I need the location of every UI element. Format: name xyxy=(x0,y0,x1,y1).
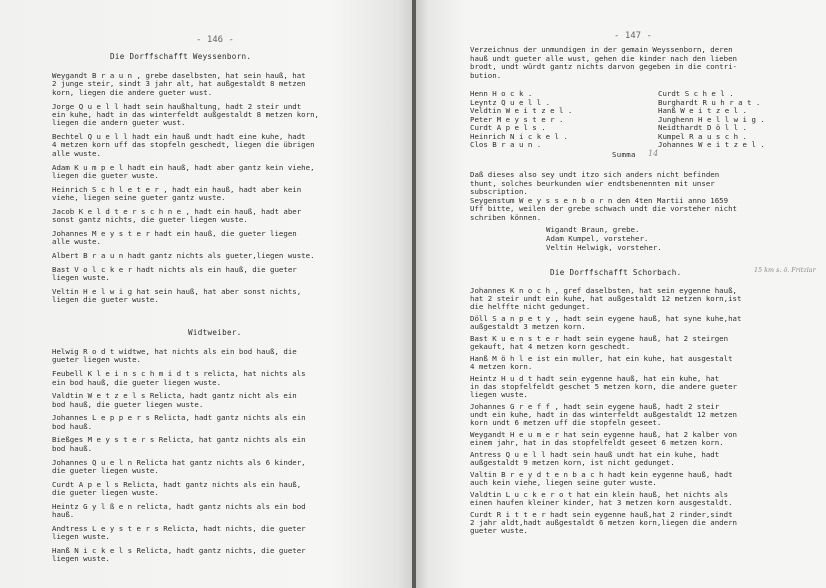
entry-line: Albert B r a u n hadt gantz nichts als gueter,liegen wuste. xyxy=(52,250,315,260)
entry-line: Jacob K e l d t e r s c h n e , hadt ein hauß, hadt aber xyxy=(52,206,302,216)
schorbach-section-title: Die Dorffschafft Schorbach. xyxy=(550,268,682,277)
entry-line: hat 2 steir undt ein kuhe, hat außgestaldt 12 metzen korn,ist xyxy=(470,294,742,304)
entry-line: liegen die gueter wuste. xyxy=(52,295,159,305)
entry-line: Helwig R o d t widtwe, hat nichts als ein bod hauß, die xyxy=(52,347,297,356)
name-entry: Heinrich N i c k e l . xyxy=(470,131,568,141)
name-entry: Henn H o c k . xyxy=(470,89,533,98)
entry-line: Curdt R i t t e r hadt sein eygenne hauß,hat 2 rinder,sindt xyxy=(470,509,733,519)
entry-line: die gueter liegen wuste. xyxy=(52,488,159,497)
entry-line: außgestaldt 9 metzen korn, ist nicht gedunget. xyxy=(470,458,675,468)
entry-line: Bießges M e y s t e r s Relicta, hat gantz nichts als ein xyxy=(52,435,306,445)
entry-line: Bast V o l c k e r hadt nichts als ein hauß, die gueter xyxy=(52,264,297,274)
entry-line: Curdt A p e l s Relicta, hadt gantz nichts als ein hauß, xyxy=(52,479,302,489)
name-entry: Peter M e y s t e r . xyxy=(470,114,564,124)
entry-line: korn undt 6 metzen uff die stopfeln geseet. xyxy=(470,418,662,428)
entry-line: liegen wuste. xyxy=(52,273,110,282)
name-entry: Hanß W e i t z e l . xyxy=(658,106,747,115)
entry-line: einen haufen kleiner kinder, hat 3 metzen korn ausgestaldt. xyxy=(470,497,733,507)
signature-line: Adam Kumpel, vorsteher. xyxy=(546,234,649,243)
name-entry: Clos B r a u n . xyxy=(470,140,542,149)
entry-line: Johannes Q u e l n Relicta hat gantz nichts als 6 kinder, xyxy=(52,457,306,467)
entry-line: Valdtin W e t z e l s Relicta, hadt gantz nicht als ein xyxy=(52,391,297,401)
entry-line: gekauft, hat 4 metzen korn geschedt. xyxy=(470,342,631,352)
entry-line: Jorge Q u e l l hadt sein haußhaltung, hadt 2 steir undt xyxy=(52,101,302,111)
entry-line: Valdtin L u c k e r o t hat ein klein hauß, het nichts als xyxy=(470,489,729,499)
entry-line: Antress Q u e l l hadt sein hauß undt hat ein kuhe, hadt xyxy=(470,449,720,459)
entry-line: Hanß M ö h l e ist ein muller, hat ein kuhe, hat ausgestalt xyxy=(470,353,733,363)
entry-line: Hanß N i c k e l s Relicta, hadt gantz nichts, die gueter xyxy=(52,545,306,555)
entry-line: Johannes G r e f f , hadt sein eygene hauß, hadt 2 steir xyxy=(470,401,720,411)
entry-line: 4 metzen korn uff das stopfeln geschedt, liegen die übrigen xyxy=(52,140,315,150)
entry-line: liegen die andern gueter wust. xyxy=(52,118,186,128)
name-entry: Johannes W e i t z e l . xyxy=(658,140,765,149)
entry-line: sonst gantz nichts, die gueter liegen wuste. xyxy=(52,215,248,225)
entry-line: die gueter liegen wuste. xyxy=(52,465,159,475)
name-entry: Neidthardt D ö l l . xyxy=(658,123,747,132)
entry-line: in das stopfelfeldt geschet 5 metzen korn, die andere gueter xyxy=(470,382,737,391)
entry-line: bod hauß. xyxy=(52,421,93,431)
entry-line: die helffte nicht gedunget. xyxy=(470,302,591,312)
entry-line: Johannes L e p p e r s Relicta, hadt gantz nichts als ein xyxy=(52,413,306,423)
entry-line: auch kein viehe, liegen seine guter wuste. xyxy=(470,478,657,487)
entry-line: alle wuste. xyxy=(52,148,101,158)
entry-line: einem jahr, hat in das stopfelfeldt geseet 6 metzen korn. xyxy=(470,438,724,448)
entry-line: alle wuste. xyxy=(52,237,101,247)
attest-line: schriben können. xyxy=(470,212,542,222)
name-entry: Burghardt R u h r a t . xyxy=(658,97,761,107)
left-page-number: - 146 - xyxy=(196,35,234,45)
signature-line: Veltin Helwigk, vorsteher. xyxy=(546,243,662,252)
name-entry: Curdt A p e l s . xyxy=(470,123,546,132)
intro-line: brodt, undt würdt gantz nichts darvon gegeben in die contri- xyxy=(470,62,737,71)
attest-line: Daß dieses also sey undt itzo sich anders nicht befinden xyxy=(470,170,720,179)
entry-line: Heintz H u d t hadt sein eygenne hauß, hat ein kuhe, hat xyxy=(470,373,720,383)
entry-line: gueter liegen wuste. xyxy=(52,355,141,365)
entry-line: 4 metzen korn. xyxy=(470,362,533,372)
margin-note: 15 km s. ö. Fritzlar xyxy=(754,266,816,274)
attest-line: Uff bitte, weilen der grebe schwach undt die vorsteher nicht xyxy=(470,204,737,213)
entry-line: liegen wuste. xyxy=(470,390,528,400)
entry-line: Bechtel Q u e l l hadt ein hauß undt hadt eine kuhe, hadt xyxy=(52,132,306,141)
name-entry: Veldtin W e i t z e l . xyxy=(470,106,573,115)
intro-line: hauß undt gueter alle wust, gehen die kinder nach den lieben xyxy=(470,53,737,63)
entry-line: Veltin H e l w i g hat sein hauß, hat aber sonst nichts, xyxy=(52,286,302,296)
entry-line: Döll S a n p e t y , hadt sein eygene hauß, hat syne kuhe,hat xyxy=(470,314,742,324)
right-page xyxy=(416,0,826,588)
right-page-number: - 147 - xyxy=(614,31,652,41)
name-entry: Junghenn H e l l w i g . xyxy=(658,114,765,124)
summa-value: 14 xyxy=(648,149,659,158)
entry-line: gueter wuste. xyxy=(470,526,528,535)
attest-line: thunt, solches beurkunden wier endtsbenennten mit unser xyxy=(470,178,715,188)
entry-line: bod hauß. xyxy=(52,443,93,453)
summa-label: Summa xyxy=(612,150,636,159)
entry-line: außgestaldt 3 metzen korn. xyxy=(470,322,586,332)
entry-line: ein bod hauß, die gueter liegen wuste. xyxy=(52,377,222,387)
entry-line: bod hauß, die gueter liegen wuste. xyxy=(52,399,204,409)
entry-line: Andtress L e y s t e r s Relicta, hadt nichts, die gueter xyxy=(52,523,306,533)
entry-line: undt ein kuhe, hadt in das winterfeldt außgestaldt 12 metzen xyxy=(470,410,737,420)
name-entry: Curdt S c h e l . xyxy=(658,89,734,98)
entry-line: Adam K u m p e l hadt ein hauß, hadt aber gantz kein viehe, xyxy=(52,162,315,172)
attest-line: Seygenstum W e y s s e n b o r n den 4ten Martii anno 1659 xyxy=(470,195,729,205)
name-entry: Leyntz Q u e l l . xyxy=(470,97,551,107)
attest-line: subscription. xyxy=(470,187,528,196)
entry-line: Feubell K l e i n s c h m i d t s relicta, hat nichts als xyxy=(52,369,306,379)
name-entry: Kumpel R a u s c h . xyxy=(658,131,747,141)
entry-line: ein kuhe, hadt in das winterfeldt außgestaldt 8 metzen korn, xyxy=(52,109,319,119)
entry-line: Valtin B r e y d t e n b a c h hadt kein eygenne hauß, hadt xyxy=(470,469,733,479)
entry-line: liegen wuste. xyxy=(52,554,110,564)
entry-line: korn, liegen die andere gueter wust. xyxy=(52,87,213,97)
entry-line: Johannes K n o c h , gref daselbsten, hat sein eygenne hauß, xyxy=(470,286,737,295)
entry-line: liegen die gueter wuste. xyxy=(52,170,159,180)
entry-line: hauß. xyxy=(52,510,75,520)
entry-line: Johannes M e y s t e r hadt ein hauß, die gueter liegen xyxy=(52,228,297,238)
entry-line: liegen wuste. xyxy=(52,532,110,542)
entry-line: Weygandt H e u m e r hat sein eygenne hauß, hat 2 kalber von xyxy=(470,430,737,439)
widows-heading: Widtweiber. xyxy=(188,328,242,337)
entry-line: 2 junge steir, sindt 3 jahr alt, hat außgestaldt 8 metzen xyxy=(52,79,306,89)
entry-line: Heinrich S c h l e t e r , hadt ein hauß, hadt aber kein xyxy=(52,184,302,194)
entry-line: Bast K u e n s t e r hadt sein eygene hauß, hat 2 steirgen xyxy=(470,334,729,343)
intro-line: bution. xyxy=(470,70,502,80)
weyssenborn-section-title: Die Dorffschafft Weyssenborn. xyxy=(110,52,252,61)
intro-line: Verzeichnus der unmundigen in der gemain Weyssenborn, deren xyxy=(470,45,733,54)
entry-line: 2 jahr aldt,hadt außgestaldt 6 metzen korn,liegen die andern xyxy=(470,517,737,527)
entry-line: Weygandt B r a u n , grebe daselbsten, hat sein hauß, hat xyxy=(52,71,306,80)
entry-line: viehe, liegen seine gueter gantz wuste. xyxy=(52,193,226,202)
signature-line: Wigandt Braun, grebe. xyxy=(546,225,640,234)
entry-line: Heintz G y l ß e n relicta, hadt gantz nichts als ein bod xyxy=(52,501,306,511)
